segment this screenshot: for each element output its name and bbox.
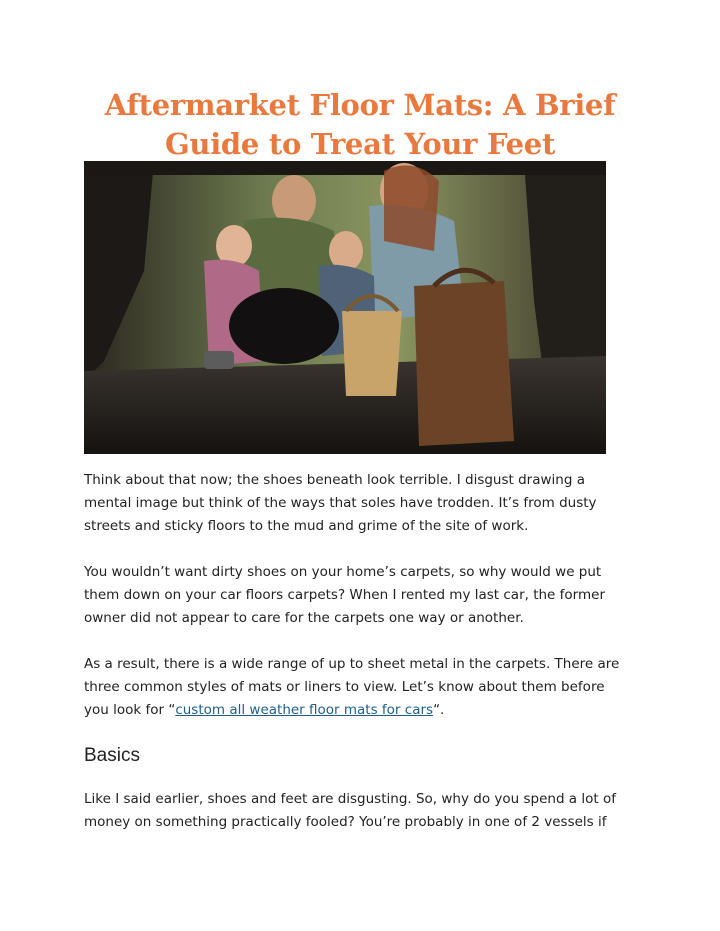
paragraph-3-line-3-before: you look for “ bbox=[84, 702, 176, 718]
family-car-trunk-photo bbox=[84, 161, 606, 454]
paragraph-1-line-1: Think about that now; the shoes beneath look terrible. I disgust drawing a bbox=[84, 472, 585, 488]
paragraph-5-line-2: money on something practically fooled? You’re probably in one of 2 vessels if bbox=[84, 814, 607, 830]
section-heading-basics: Basics bbox=[84, 745, 140, 766]
paragraph-3-line-2: three common styles of mats or liners to view. Let’s know about them before bbox=[84, 679, 605, 695]
paragraph-2-line-3: owner did not appear to care for the carpets one way or another. bbox=[84, 610, 524, 626]
paragraph-2 bbox=[84, 561, 644, 630]
paragraph-5 bbox=[84, 788, 644, 834]
paragraph-1-line-2: mental image but think of the ways that soles have trodden. It’s from dusty bbox=[84, 495, 597, 511]
paragraph-3-line-3-after: “. bbox=[433, 702, 445, 718]
floor-mats-link[interactable]: custom all weather floor mats for cars bbox=[175, 702, 434, 718]
paragraph-3-line-1: As a result, there is a wide range of up to sheet metal in the carpets. There are bbox=[84, 656, 620, 672]
photo-illustration bbox=[84, 161, 606, 454]
paragraph-3 bbox=[84, 653, 644, 722]
paragraph-5-line-1: Like I said earlier, shoes and feet are disgusting. So, why do you spend a lot of bbox=[84, 791, 616, 807]
title-line-1: Aftermarket Floor Mats: A Brief bbox=[104, 88, 616, 122]
paragraph-1 bbox=[84, 469, 644, 538]
paragraph-2-line-1: You wouldn’t want dirty shoes on your home’s carpets, so why would we put bbox=[84, 564, 602, 580]
paragraph-2-line-2: them down on your car floors carpets? When I rented my last car, the former bbox=[84, 587, 605, 603]
title-line-2: Guide to Treat Your Feet bbox=[164, 127, 556, 161]
article-title bbox=[60, 86, 660, 164]
paragraph-1-line-3: streets and sticky floors to the mud and grime of the site of work. bbox=[84, 518, 529, 534]
